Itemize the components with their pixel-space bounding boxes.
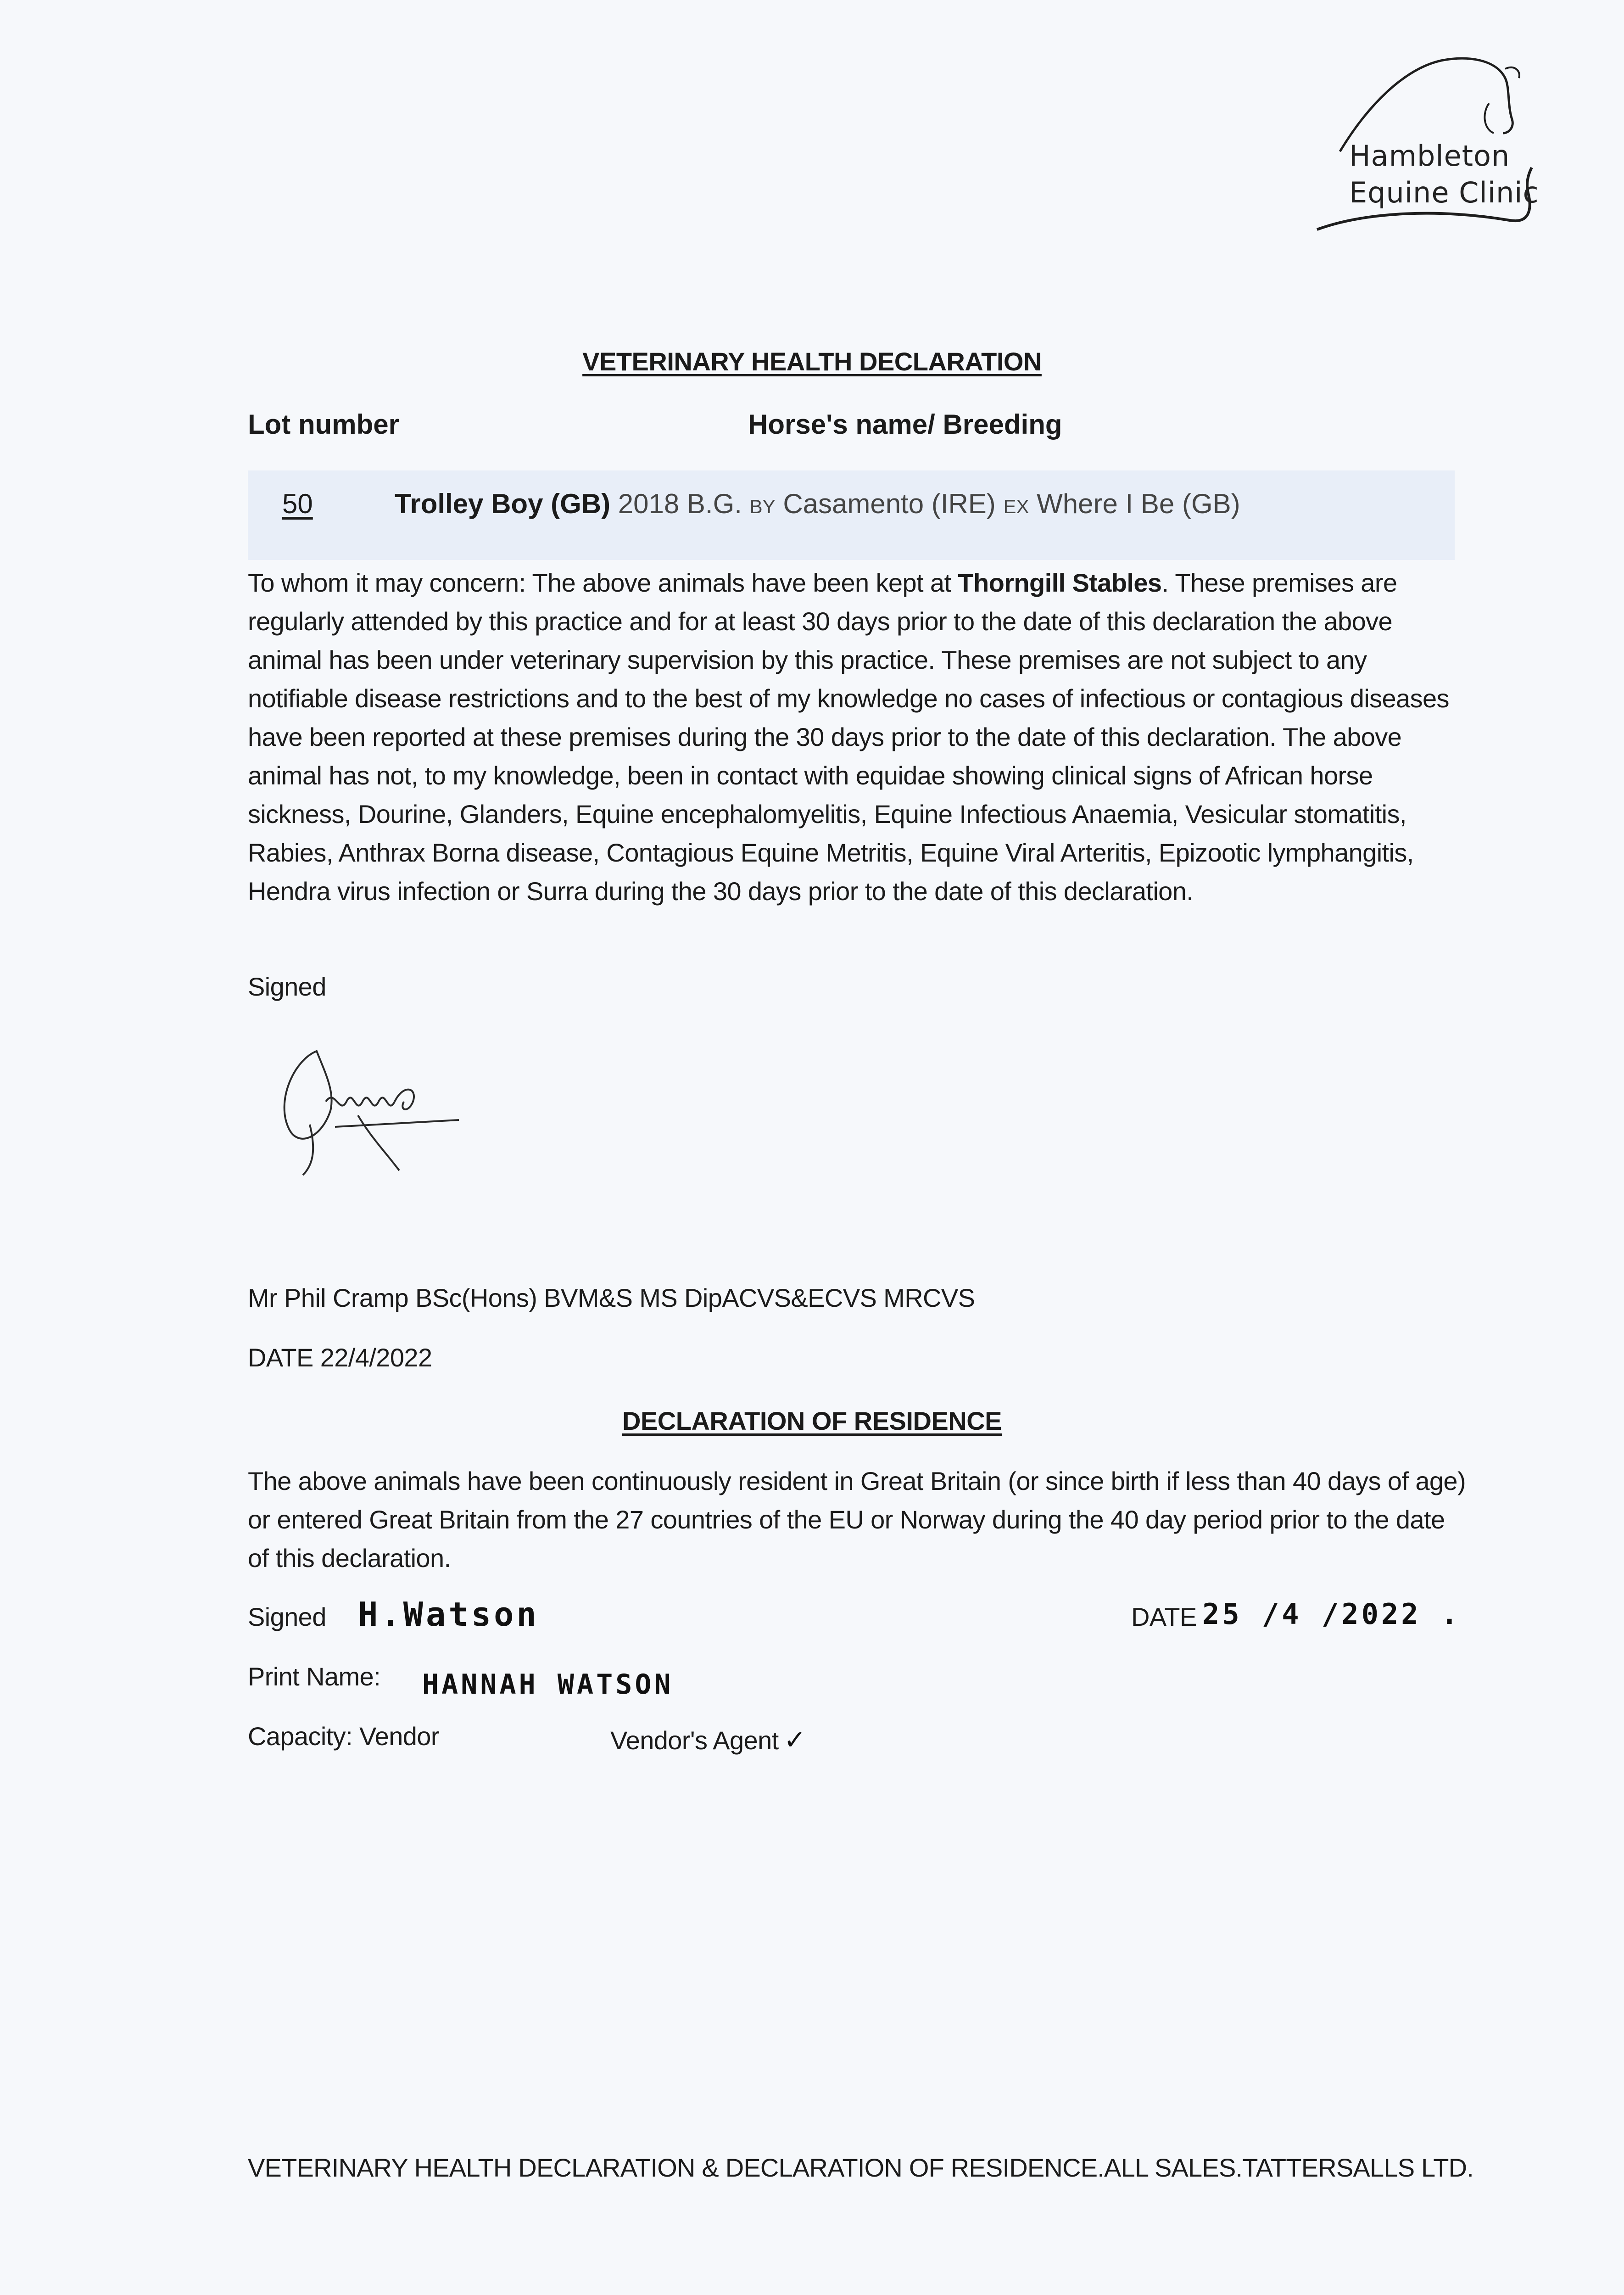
horse-name: Trolley Boy (GB) <box>395 488 611 519</box>
horse-breeding <box>395 488 1240 520</box>
dam: Where I Be (GB) <box>1037 488 1240 519</box>
ex-label: EX <box>1003 496 1029 517</box>
vet-date: DATE 22/4/2022 <box>248 1343 432 1372</box>
horse-year-sex: 2018 B.G. <box>618 488 742 519</box>
vet-signed-label: Signed <box>248 972 326 1001</box>
clinic-name-line1: Hambleton <box>1349 139 1510 173</box>
vendors-agent <box>610 1721 804 1757</box>
sire: Casamento (IRE) <box>783 488 996 519</box>
lot-number: 50 <box>282 488 313 519</box>
vendor-date-value: 25 /4 /2022 . <box>1202 1597 1461 1631</box>
vendor-signature: H.Watson <box>358 1595 539 1634</box>
capacity-vendor: Capacity: Vendor <box>248 1722 439 1751</box>
lot-number-header: Lot number <box>248 409 399 440</box>
clinic-logo <box>1312 50 1569 252</box>
print-name-value: HANNAH WATSON <box>422 1668 674 1701</box>
vet-signature <box>266 1033 468 1184</box>
lot-row <box>248 470 1455 560</box>
health-declaration-title: VETERINARY HEALTH DECLARATION <box>582 347 1042 376</box>
vendors-agent-label: Vendor's Agent <box>610 1726 779 1755</box>
vet-name: Mr Phil Cramp BSc(Hons) BVM&S MS DipACVS&ECVS MRCVS <box>248 1283 975 1312</box>
residence-declaration-body: The above animals have been continuously resident in Great Britain (or since birth if less than 40 days of age) or entered Great Britain from the 27 countries of the EU or Norway during the 40 day period prior to the date of this declaration. <box>248 1467 1466 1573</box>
page-footer: VETERINARY HEALTH DECLARATION & DECLARATION OF RESIDENCE.ALL SALES.TATTERSALLS LTD. <box>248 2153 1474 2182</box>
print-name-label: Print Name: <box>248 1662 381 1691</box>
health-declaration-body <box>248 564 1468 911</box>
body-after-stables: . These premises are regularly attended by this practice and for at least 30 days prior to the date of this declaration the above animal has been under veterinary supervision by this practice. These premises are not subject to any notifiable disease restrictions and to the best of my knowledge no cases of infectious or contagious diseases have been reported at these premises during the 30 days prior to the date of this declaration. The above animal has not, to my knowledge, been in contact with equidae showing clinical signs of African horse sickness, Dourine, Glanders, Equine encephalomyelitis, Equine Infectious Anaemia, Vesicular stomatitis, Rabies, Anthrax Borna disease, Contagious Equine Metritis, Equine Viral Arteritis, Epizootic lymphangitis, Hendra virus infection or Surra during the 30 days prior to the date of this declaration. <box>248 568 1449 906</box>
clinic-name <box>1349 138 1539 211</box>
by-label: BY <box>749 496 776 517</box>
residence-declaration-title: DECLARATION OF RESIDENCE <box>622 1406 1002 1435</box>
vendor-date-label: DATE <box>1131 1602 1197 1631</box>
vendors-agent-check: ✓ <box>785 1721 804 1757</box>
horse-name-header: Horse's name/ Breeding <box>748 409 1062 440</box>
vendor-signed-label: Signed <box>248 1602 326 1631</box>
stables-name: Thorngill Stables <box>958 568 1162 597</box>
clinic-name-line2: Equine Clinic <box>1349 176 1539 209</box>
body-before-stables: To whom it may concern: The above animals have been kept at <box>248 568 951 597</box>
